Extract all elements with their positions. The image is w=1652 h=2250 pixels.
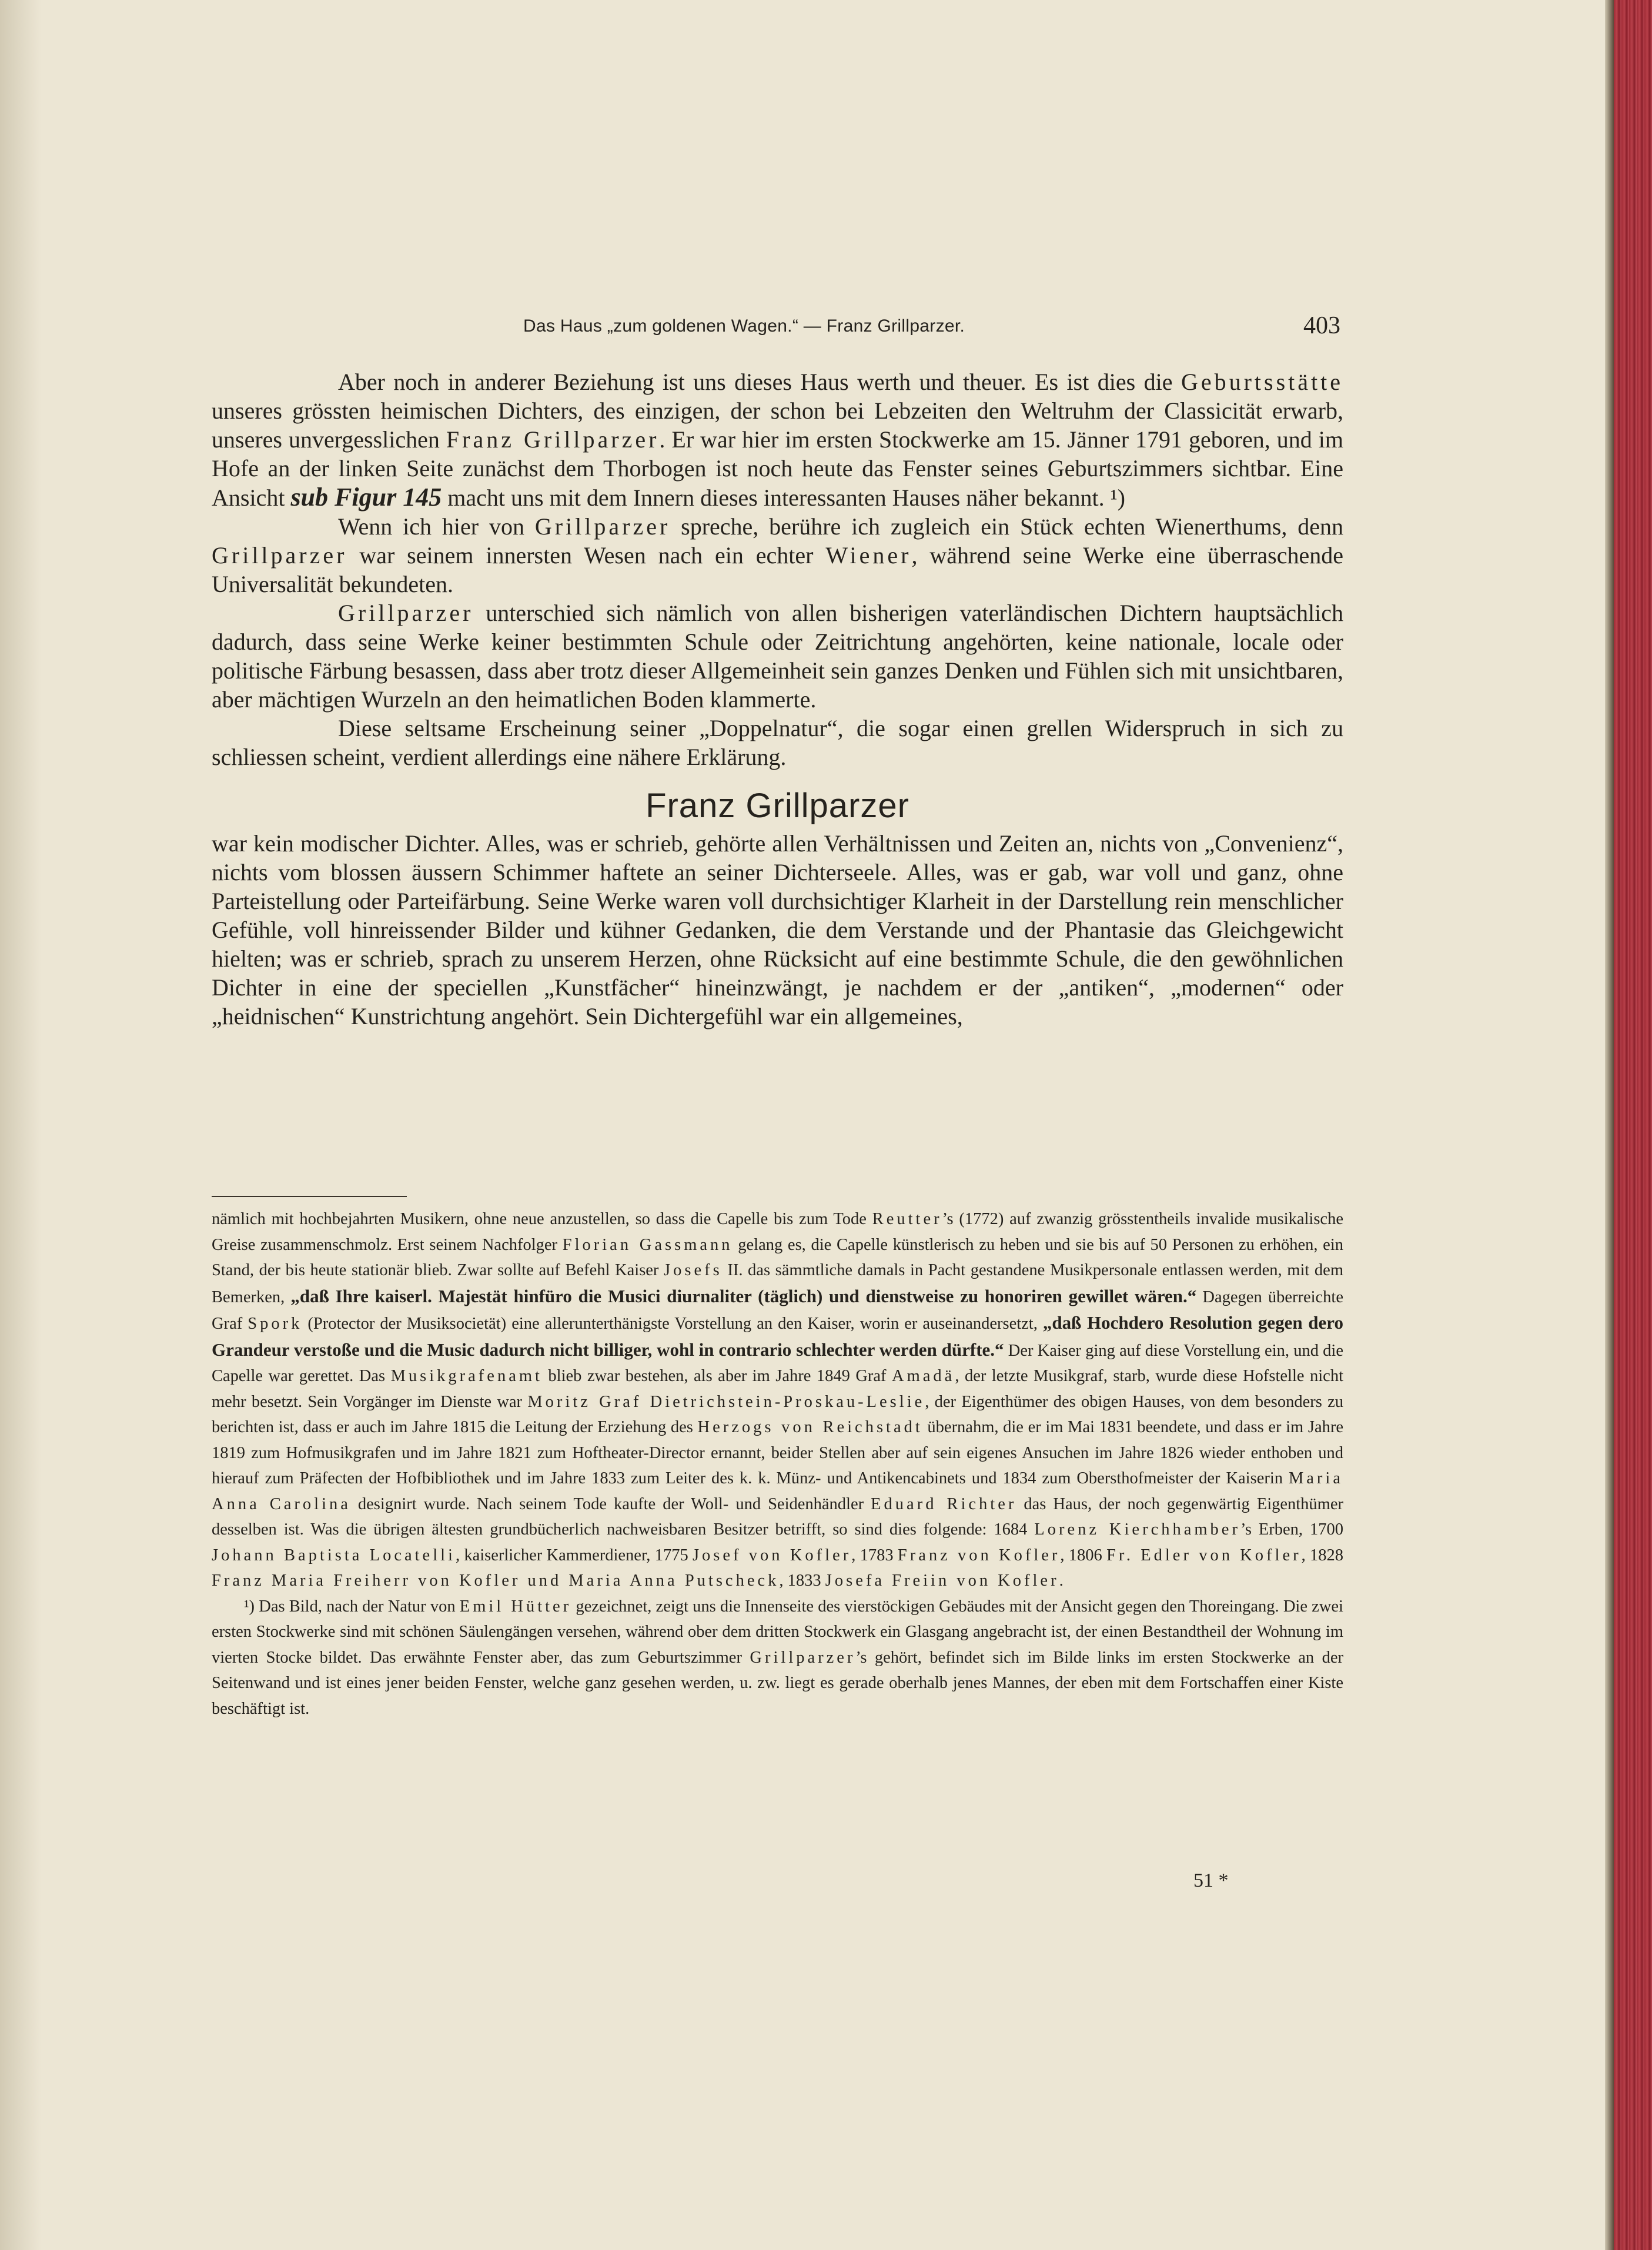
fraktur-quote: „daß Hochdero Resolution gegen dero Grandeur verstoße und die Music dadurch nicht billiger, wohl in contrario schlechter werden dürfte.“ [212, 1312, 1343, 1360]
page-number: 403 [1303, 312, 1340, 339]
paragraph: Grillparzer unterschied sich nämlich von allen bisherigen vaterländischen Dichtern hauptsächlich dadurch, dass seine Werke keiner bestimmten Schule oder Zeitrichtung angehörten, keine nationale, locale oder politische Färbung besassen, dass aber trotz dieser Allgemeinheit sein ganzes Denken und Fühlen sich mit unsichtbaren, aber mächtigen Wurzeln an den heimatlichen Boden klammerte. [212, 600, 1343, 713]
paragraph: Diese seltsame Erscheinung seiner „Doppelnatur“, die sogar einen grellen Widerspruch in sich zu schliessen scheint, verdient allerdings eine nähere Erklärung. [212, 715, 1343, 770]
figure-reference: sub Figur 145 [290, 483, 442, 511]
book-edge-red [1614, 0, 1652, 2250]
footnote-rule [212, 1196, 407, 1197]
running-head: Das Haus „zum goldenen Wagen.“ — Franz Grillparzer. [523, 316, 965, 336]
sheet-signature: 51 * [1193, 1870, 1229, 1891]
footnote-1: ¹) Das Bild, nach der Natur von Emil Hütter gezeichnet, zeigt uns die Innenseite des vierstöckigen Gebäudes mit der Ansicht gegen den Thoreingang. Die zwei ersten Stockwerke sind mit schönen Säulengängen versehen, während ober dem dritten Stockwerk ein Glasgang angebracht ist, der einen Bestandtheil der Wohnung im vierten Stocke bildet. Das erwähnte Fenster aber, das zum Geburtszimmer Grillparzer’s gehört, befindet sich im Bilde links im ersten Stockwerke an der Seitenwand und ist eines jener beiden Fenster, welche ganz gesehen werden, u. zw. liegt es gerade oberhalb jenes Mannes, der eben mit dem Fortschaffen einer Kiste beschäftigt ist. [212, 1597, 1343, 1718]
page-gutter-shadow [1605, 0, 1614, 2250]
section-heading: Franz Grillparzer [646, 787, 909, 825]
footnote-continuation: nämlich mit hochbejahrten Musikern, ohne neue anzustellen, so dass die Capelle bis zum Tode Reutter’s (1772) auf zwanzig grösstentheils invalide musikalische Greise zusammenschmolz. Erst seinem Nachfolger Florian Gassmann gelang es, die Capelle künstlerisch zu heben und sie bis auf 50 Personen zu erhöhen, ein Stand, der bis heute stationär blieb. Zwar sollte auf Befehl Kaiser Josefs II. das sämmtliche damals in Pacht gestandene Musikpersonale entlassen werden, mit dem Bemerken, „daß Ihre kaiserl. Majestät hinfüro die Musici diurnaliter (täglich) und dienstweise zu honoriren gewillet wären.“ Dagegen überreichte Graf Spork (Protector der Musiksocietät) eine allerunterthänigste Vorstellung an den Kaiser, worin er auseinandersetzt, „daß Hochdero Resolution gegen dero Grandeur verstoße und die Music dadurch nicht billiger, wohl in contrario schlechter werden dürfte.“ Der Kaiser ging auf diese Vorstellung ein, und die Capelle war gerettet. Das Musikgrafenamt blieb zwar bestehen, als aber im Jahre 1849 Graf Amadä, der letzte Musikgraf, starb, wurde diese Hofstelle nicht mehr besetzt. Sein Vorgänger im Dienste war Moritz Graf Dietrichstein-Proskau-Leslie, der Eigenthümer des obigen Hauses, von dem besonders zu berichten ist, dass er auch im Jahre 1815 die Leitung der Erziehung des Herzogs von Reichstadt übernahm, die er im Mai 1831 beendete, und dass er im Jahre 1819 zum Hofmusikgrafen und im Jahre 1821 zum Hoftheater-Director ernannt, beider Stellen aber auf sein eigenes Ansuchen im Jahre 1826 wieder enthoben und hierauf zum Präfecten der Hofbibliothek und im Jahre 1833 zum Leiter des k. k. Münz- und Antikencabinets und 1834 zum Obersthofmeister der Kaiserin Maria Anna Carolina designirt wurde. Nach seinem Tode kaufte der Woll- und Seidenhändler Eduard Richter das Haus, der noch gegenwärtig Eigenthümer desselben ist. Was die übrigen ältesten grundbücherlich nachweisbaren Besitzer betrifft, so sind dies folgende: 1684 Lorenz Kierchhamber’s Erben, 1700 Johann Baptista Locatelli, kaiserlicher Kammerdiener, 1775 Josef von Kofler, 1783 Franz von Kofler, 1806 Fr. Edler von Kofler, 1828 Franz Maria Freiherr von Kofler und Maria Anna Putscheck, 1833 Josefa Freiin von Kofler. [212, 1210, 1343, 1590]
spaced-emphasis: Wiener [825, 542, 912, 569]
footnotes [212, 1206, 1343, 1721]
spaced-emphasis: Grillparzer [338, 600, 474, 626]
spaced-emphasis: Grillparzer [212, 542, 347, 569]
paragraph: Wenn ich hier von Grillparzer spreche, berühre ich zugleich ein Stück echten Wienerthums, denn Grillparzer war seinem innersten Wesen nach ein echter Wiener, während seine Werke eine überraschende Universalität bekundeten. [212, 513, 1344, 597]
main-text [212, 367, 1343, 1031]
spaced-emphasis: Geburtsstätte [1181, 369, 1343, 395]
paragraph: Aber noch in anderer Beziehung ist uns dieses Haus werth und theuer. Es ist dies die Geburtsstätte unseres grössten heimischen Dichters, des einzigen, der schon bei Lebzeiten den Weltruhm der Classicität erwarb, unseres unvergesslichen Franz Grillparzer. Er war hier im ersten Stockwerke am 15. Jänner 1791 geboren, und im Hofe an der linken Seite zunächst dem Thorbogen ist noch heute das Fenster seines Geburtszimmers sichtbar. Eine Ansicht sub Figur 145 macht uns mit dem Innern dieses interessanten Hauses näher bekannt. ¹) [212, 369, 1343, 511]
page-header [212, 312, 1340, 347]
fraktur-quote: „daß Ihre kaiserl. Majestät hinfüro die Musici diurnaliter (täglich) und dienstweise zu honoriren gewillet wären.“ [290, 1285, 1197, 1306]
spaced-emphasis: Grillparzer [534, 513, 671, 540]
paragraph: war kein modischer Dichter. Alles, was er schrieb, gehörte allen Verhältnissen und Zeiten an, nichts von „Convenienz“, nichts vom blossen äussern Schimmer haftete an seiner Dichterseele. Alles, was er gab, war voll und ganz, ohne Parteistellung oder Parteifärbung. Seine Werke waren voll durchsichtiger Klarheit in der Darstellung rein menschlicher Gefühle, voll hinreissender Bilder und kühner Gedanken, die dem Verstande und der Phantasie das Gleichgewicht hielten; was er schrieb, sprach zu unserem Herzen, ohne Rücksicht auf eine bestimmte Schule, die den gewöhnlichen Dichter in eine der speciellen „Kunstfächer“ hineinzwängt, je nachdem er der „antiken“, „modernen“ oder „heidnischen“ Kunstrichtung angehört. Sein Dichtergefühl war ein allgemeines, [212, 830, 1343, 1029]
spaced-emphasis: Franz Grillparzer [446, 426, 660, 453]
